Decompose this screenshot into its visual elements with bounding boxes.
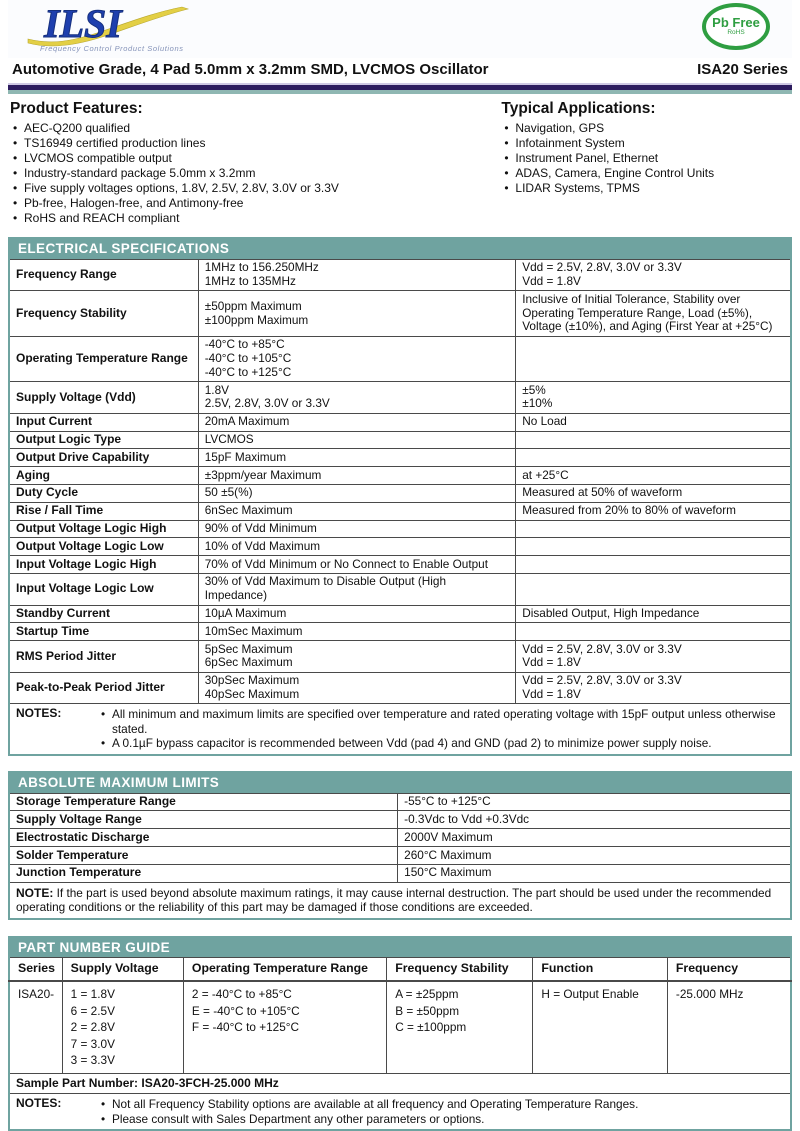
operating-temperature-options: 2 = -40°C to +85°C E = -40°C to +105°C F = -40°C to +125°C <box>183 981 386 1073</box>
page-title: Automotive Grade, 4 Pad 5.0mm x 3.2mm SMD, LVCMOS Oscillator <box>12 61 489 78</box>
applications-list <box>501 121 790 196</box>
column-header-frequency: Frequency <box>667 958 791 981</box>
spec-row <box>9 520 791 538</box>
limit-row <box>9 847 791 865</box>
ilsi-logo-graphic <box>22 3 202 47</box>
spec-value: 5pSec Maximum 6pSec Maximum <box>198 641 515 673</box>
absolute-note-row <box>9 882 791 919</box>
spec-value: 6nSec Maximum <box>198 502 515 520</box>
spec-value: 1MHz to 156.250MHz 1MHz to 135MHz <box>198 259 515 291</box>
sample-part-number: Sample Part Number: ISA20-3FCH-25.000 MHz <box>9 1073 791 1094</box>
spec-row <box>9 382 791 414</box>
spec-row <box>9 672 791 704</box>
spec-value: 1.8V 2.5V, 2.8V, 3.0V or 3.3V <box>198 382 515 414</box>
spec-condition <box>516 520 791 538</box>
feature-item: • LVCMOS compatible output <box>10 151 501 166</box>
application-item: • LIDAR Systems, TPMS <box>501 181 790 196</box>
part-guide-column-headers <box>9 958 791 981</box>
spec-parameter: Frequency Range <box>9 259 198 291</box>
feature-item: • RoHS and REACH compliant <box>10 211 501 226</box>
spec-condition: Disabled Output, High Impedance <box>516 605 791 623</box>
frequency-options: -25.000 MHz <box>667 981 791 1073</box>
spec-row <box>9 467 791 485</box>
part-guide-notes-row <box>9 1094 791 1131</box>
spec-condition: ±5% ±10% <box>516 382 791 414</box>
spec-condition: No Load <box>516 413 791 431</box>
spec-row <box>9 502 791 520</box>
spec-condition: Measured at 50% of waveform <box>516 484 791 502</box>
feature-item: • TS16949 certified production lines <box>10 136 501 151</box>
spec-row <box>9 538 791 556</box>
part-guide-notes-list: • Not all Frequency Stability options are available at all frequency and Operating Temperature Ranges. • Please consult with Sales Department any other parameters or options. <box>98 1097 784 1126</box>
spec-condition: Measured from 20% to 80% of waveform <box>516 502 791 520</box>
pb-free-rohs-badge <box>702 3 770 50</box>
spec-condition <box>516 556 791 574</box>
features-heading: Product Features: <box>10 100 143 117</box>
part-number-guide-header: PART NUMBER GUIDE <box>9 937 791 958</box>
limit-value: -55°C to +125°C <box>398 793 791 811</box>
spec-parameter: Output Voltage Logic High <box>9 520 198 538</box>
spec-value: -40°C to +85°C -40°C to +105°C -40°C to +125°C <box>198 336 515 381</box>
absolute-note-label: NOTE: <box>16 885 54 900</box>
spec-condition: Vdd = 2.5V, 2.8V, 3.0V or 3.3V Vdd = 1.8V <box>516 259 791 291</box>
limit-parameter: Storage Temperature Range <box>9 793 398 811</box>
spec-value: 15pF Maximum <box>198 449 515 467</box>
series-label: ISA20 Series <box>697 61 788 78</box>
spec-parameter: Operating Temperature Range <box>9 336 198 381</box>
typical-applications-section <box>501 98 790 226</box>
spec-parameter: Rise / Fall Time <box>9 502 198 520</box>
spec-condition <box>516 431 791 449</box>
absolute-maximum-limits-table <box>8 771 792 920</box>
limit-parameter: Electrostatic Discharge <box>9 829 398 847</box>
part-guide-options-row <box>9 981 791 1073</box>
electrical-specifications-body <box>9 259 791 755</box>
applications-heading: Typical Applications: <box>501 100 656 117</box>
spec-condition <box>516 623 791 641</box>
spec-value: 10mSec Maximum <box>198 623 515 641</box>
feature-item: • AEC-Q200 qualified <box>10 121 501 136</box>
electrical-notes-list: • All minimum and maximum limits are specified over temperature and rated operating voltage with 15pF output unless otherwise stated. • A 0.1µF bypass capacitor is recommended between Vdd (pad 4) and GND (pad 2) to minimize power supply noise. <box>98 707 784 751</box>
series-options: ISA20- <box>9 981 62 1073</box>
spec-condition <box>516 336 791 381</box>
limit-value: 260°C Maximum <box>398 847 791 865</box>
spec-parameter: Frequency Stability <box>9 291 198 336</box>
spec-value: 70% of Vdd Minimum or No Connect to Enable Output <box>198 556 515 574</box>
spec-parameter: Duty Cycle <box>9 484 198 502</box>
spec-parameter: Output Drive Capability <box>9 449 198 467</box>
spec-parameter: Startup Time <box>9 623 198 641</box>
spec-value: 30% of Vdd Maximum to Disable Output (High Impedance) <box>198 573 515 605</box>
spec-value: 50 ±5(%) <box>198 484 515 502</box>
features-list <box>10 121 501 226</box>
function-options: H = Output Enable <box>533 981 668 1073</box>
spec-row <box>9 573 791 605</box>
column-header-frequency-stability: Frequency Stability <box>387 958 533 981</box>
spec-value: 20mA Maximum <box>198 413 515 431</box>
spec-condition <box>516 573 791 605</box>
part-guide-notes-label: NOTES: <box>16 1096 62 1111</box>
absolute-note-text: If the part is used beyond absolute maximum ratings, it may cause internal destruction. The part should be used under the recommended operating conditions or the reliability of this part may be damaged if those conditions are exceeded. <box>16 885 772 915</box>
spec-parameter: Peak-to-Peak Period Jitter <box>9 672 198 704</box>
limit-parameter: Junction Temperature <box>9 864 398 882</box>
application-item: • ADAS, Camera, Engine Control Units <box>501 166 790 181</box>
application-item: • Instrument Panel, Ethernet <box>501 151 790 166</box>
spec-value: 90% of Vdd Minimum <box>198 520 515 538</box>
product-features-section <box>10 98 501 226</box>
absolute-maximum-limits-body <box>9 793 791 918</box>
header-divider <box>8 83 792 94</box>
electrical-notes-label: NOTES: <box>16 706 62 721</box>
electrical-specifications-table <box>8 237 792 756</box>
spec-row <box>9 484 791 502</box>
spec-row <box>9 291 791 336</box>
limit-row <box>9 829 791 847</box>
column-header-supply-voltage: Supply Voltage <box>62 958 183 981</box>
spec-parameter: Aging <box>9 467 198 485</box>
electrical-specifications-header: ELECTRICAL SPECIFICATIONS <box>9 238 791 259</box>
spec-condition: Vdd = 2.5V, 2.8V, 3.0V or 3.3V Vdd = 1.8V <box>516 641 791 673</box>
spec-row <box>9 336 791 381</box>
feature-item: • Industry-standard package 5.0mm x 3.2mm <box>10 166 501 181</box>
application-item: • Navigation, GPS <box>501 121 790 136</box>
column-header-function: Function <box>533 958 668 981</box>
title-bar <box>8 58 792 83</box>
spec-parameter: Input Voltage Logic Low <box>9 573 198 605</box>
limit-parameter: Solder Temperature <box>9 847 398 865</box>
spec-condition: at +25°C <box>516 467 791 485</box>
spec-row <box>9 259 791 291</box>
feature-item: • Five supply voltages options, 1.8V, 2.5V, 2.8V, 3.0V or 3.3V <box>10 181 501 196</box>
logo-text: ILSI <box>44 3 122 46</box>
limit-parameter: Supply Voltage Range <box>9 811 398 829</box>
spec-value: LVCMOS <box>198 431 515 449</box>
spec-parameter: Output Logic Type <box>9 431 198 449</box>
limit-row <box>9 864 791 882</box>
spec-parameter: Standby Current <box>9 605 198 623</box>
page-header <box>8 0 792 58</box>
pb-free-label: Pb Free <box>712 15 760 30</box>
column-header-series: Series <box>9 958 62 981</box>
spec-row <box>9 449 791 467</box>
spec-condition: Vdd = 2.5V, 2.8V, 3.0V or 3.3V Vdd = 1.8V <box>516 672 791 704</box>
part-number-guide-table <box>8 936 792 1131</box>
spec-value: 10% of Vdd Maximum <box>198 538 515 556</box>
spec-row <box>9 641 791 673</box>
part-number-guide-body <box>9 981 791 1130</box>
sample-part-number-row <box>9 1073 791 1094</box>
feature-item: • Pb-free, Halogen-free, and Antimony-free <box>10 196 501 211</box>
spec-row <box>9 605 791 623</box>
spec-condition <box>516 449 791 467</box>
limit-row <box>9 811 791 829</box>
limit-value: 2000V Maximum <box>398 829 791 847</box>
spec-parameter: RMS Period Jitter <box>9 641 198 673</box>
rohs-label: RoHS <box>727 29 745 36</box>
limit-row <box>9 793 791 811</box>
spec-parameter: Input Current <box>9 413 198 431</box>
spec-value: ±3ppm/year Maximum <box>198 467 515 485</box>
spec-value: 30pSec Maximum 40pSec Maximum <box>198 672 515 704</box>
ilsi-logo <box>22 3 202 53</box>
frequency-stability-options: A = ±25ppm B = ±50ppm C = ±100ppm <box>387 981 533 1073</box>
limit-value: 150°C Maximum <box>398 864 791 882</box>
spec-value: ±50ppm Maximum ±100ppm Maximum <box>198 291 515 336</box>
spec-row <box>9 556 791 574</box>
column-header-operating-temperature-range: Operating Temperature Range <box>183 958 386 981</box>
logo-tagline: Frequency Control Product Solutions <box>40 44 184 53</box>
spec-condition: Inclusive of Initial Tolerance, Stability over Operating Temperature Range, Load (±5%), Voltage (±10%), and Aging (First Year at +25°C) <box>516 291 791 336</box>
spec-parameter: Output Voltage Logic Low <box>9 538 198 556</box>
spec-row <box>9 413 791 431</box>
electrical-notes-row <box>9 704 791 755</box>
spec-row <box>9 623 791 641</box>
limit-value: -0.3Vdc to Vdd +0.3Vdc <box>398 811 791 829</box>
spec-condition <box>516 538 791 556</box>
spec-value: 10µA Maximum <box>198 605 515 623</box>
supply-voltage-options: 1 = 1.8V 6 = 2.5V 2 = 2.8V 7 = 3.0V 3 = 3.3V <box>62 981 183 1073</box>
spec-parameter: Input Voltage Logic High <box>9 556 198 574</box>
spec-row <box>9 431 791 449</box>
absolute-maximum-limits-header: ABSOLUTE MAXIMUM LIMITS <box>9 772 791 793</box>
spec-parameter: Supply Voltage (Vdd) <box>9 382 198 414</box>
application-item: • Infotainment System <box>501 136 790 151</box>
